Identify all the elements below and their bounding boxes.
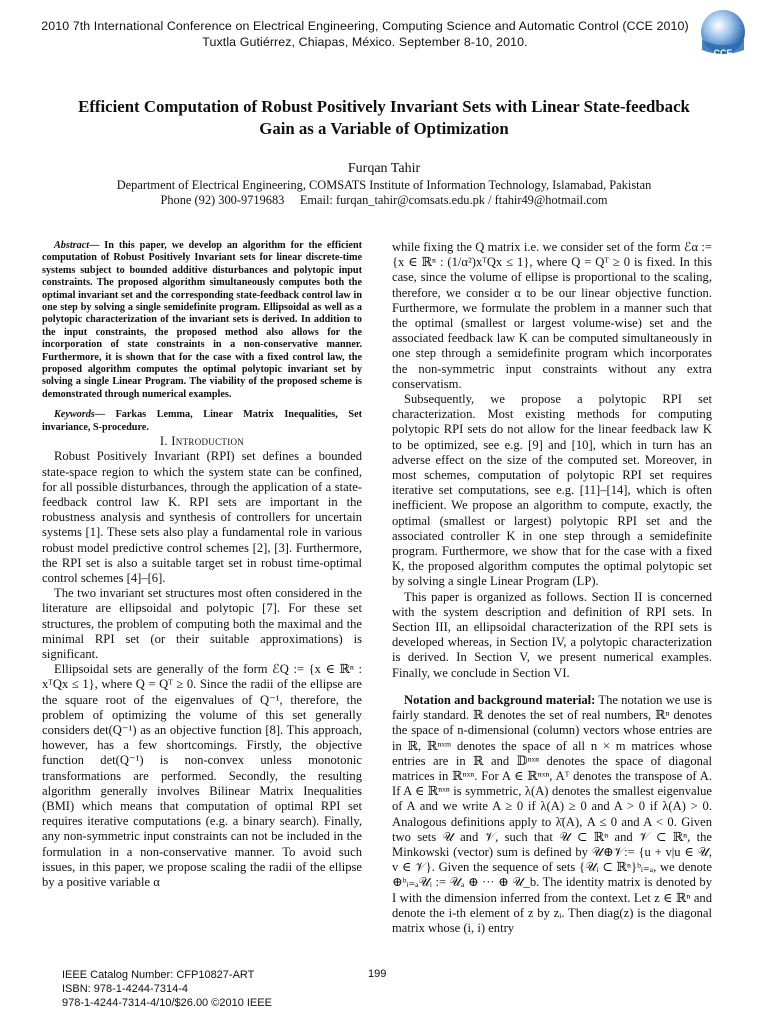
intro-paragraph-3: Ellipsoidal sets are generally of the form ℰQ := {x ∈ ℝⁿ : xᵀQx ≤ 1}, where Q = Qᵀ ≥ 0. Since the radii of the ellipse are the square root of the eigenvalues of Q⁻¹, therefore, the problem of optimizing the volume of this set generally considers det(Q⁻¹) as an objective function [8]. This approach, however, has a few shortcomings. Firstly, the objective function det(Q⁻¹) is non-convex unless monotonic transformations are performed. Secondly, the resulting algorithm generally involves Bilinear Matrix Inequalities (BMI) which means that computation of optimal RPI set requires iterative computations (e.g. a binary search). Finally, any non-symmetric input constraints can not be included in the formulation in a non-conservative manner. To avoid such issues, in this paper, we propose scaling the radii of the ellipse by a positive variable α [42,662,362,889]
keywords-label: Keywords [54,409,95,421]
abstract-label: Abstract [54,240,90,251]
page-number: 199 [368,968,387,980]
contact-line: Phone (92) 300-9719683 Email: furqan_tahir@comsats.edu.pk / ftahir49@hotmail.com [160,193,608,207]
notation-text: The notation we use is fairly standard. ℝ denotes the set of real numbers, ℝⁿ denotes the space of n-dimensional (column) vectors whose entries are in ℝ, ℝⁿˣᵐ denotes the space of all n × m matrices whose entries are in ℝ and 𝔻ⁿˣⁿ denotes the space of diagonal matrices in ℝⁿˣⁿ. For A ∈ ℝⁿˣⁿ, Aᵀ denotes the transpose of A. If A ∈ ℝⁿˣⁿ is symmetric, λ(A) denotes the smallest eigenvalue of A and we write A ≥ 0 if λ(A) ≥ 0 and A > 0 if λ(A) > 0. Analogous definitions apply to λ̄(A), A ≤ 0 and A < 0. Given two sets 𝒰 and 𝒱, such that 𝒰 ⊂ ℝⁿ and 𝒱 ⊂ ℝⁿ, the Minkowski (vector) sum is defined by 𝒰⊕𝒱:= {u + v|u ∈ 𝒰, v ∈ 𝒱}. Given the sequence of sets {𝒰ᵢ ⊂ ℝⁿ}ᵇᵢ₌ₐ, we denote ⊕ᵇᵢ₌ₐ𝒰ᵢ := 𝒰ₐ ⊕ ··· ⊕ 𝒰_b. The identity matrix is denoted by I with the dimension inferred from the context. Let z ∈ ℝⁿ and denote the i-th element of z by zᵢ. Then diag(z) is the diagonal matrix whose (i, i) entry [392,692,712,935]
right-paragraph-3: This paper is organized as follows. Section II is concerned with the system description and definition of RPI sets. In Section III, an ellipsoidal characterization of the RPI sets is developed whereas, in Section IV, a polytopic characterization is derived. In Section V, we present numerical examples. Finally, we conclude in Section VI. [392,589,712,680]
header-line-2: Tuxtla Gutiérrez, Chiapas, México. September 8-10, 2010. [202,35,528,49]
cce-logo [692,6,754,64]
footer-catalog: IEEE Catalog Number: CFP10827-ART [62,969,255,981]
section-heading-introduction: I. Introduction [159,434,245,449]
conference-header [40,18,690,50]
logo-text: CCE [713,48,733,58]
abstract-text: In this paper, we develop an algorithm for the efficient computation of Robust Positively Invariant sets for linear discrete-time systems subject to bounded additive disturbances and polytopic input constraints. The proposed algorithm simultaneously computes both the optimal invariant set and the corresponding state-feedback control law in one step by solving a single semidefinite program. Ellipsoidal as well as a polytopic characterization of the invariant sets is derived. In addition to the input constraints, the proposed method also allows for the incorporation of state constraints in a non-conservative manner. Furthermore, it is shown that for the case with a fixed control law, the proposed algorithm computes the optimal polytopic invariant set by solving a single Linear Program. The viability of the proposed scheme is demonstrated through numerical examples. [42,240,363,400]
notation-paragraph [392,693,712,936]
keywords-text: Farkas Lemma, Linear Matrix Inequalities, Set invariance, S-procedure. [42,409,363,433]
globe-icon [692,6,754,64]
intro-paragraph-2: The two invariant set structures most often considered in the literature are ellipsoidal and polytopic [7]. For these set structures, the problem of computing both the maximal and the minimal RPI set (or their suitable approximations) is significant. [42,586,362,661]
keywords: Keywords— Farkas Lemma, Linear Matrix Inequalities, Set invariance, S-procedure. [42,409,363,433]
footer-isbn: ISBN: 978-1-4244-7314-4 [62,983,188,995]
paper-author: Furqan Tahir [347,161,421,176]
right-paragraph-2: Subsequently, we propose a polytopic RPI set characterization. Most existing methods for computing polytopic RPI sets do not allow for the linear feedback law K to be optimized, see e.g. [9] and [10], which in turn has an adverse effect on the size of the computed set. Moreover, in most schemes, computation of polytopic RPI set requires iterative set computations, see e.g. [11]–[14], which is often inefficient. We propose an algorithm to compute, exactly, the optimal (smallest or largest) polytopic RPI set and the associated controller K in one step through a semidefinite program. Furthermore, we show that for the case with a fixed K, the proposed algorithm computes the optimal polytopic set by solving a single Linear Program (LP). [392,392,712,589]
author-affiliation [60,178,708,208]
abstract: Abstract— In this paper, we develop an algorithm for the efficient computation of Robust Positively Invariant sets for linear discrete-time systems subject to bounded additive disturbances and polytopic input constraints. The proposed algorithm simultaneously computes both the optimal invariant set and the corresponding state-feedback control law in one step by solving a single semidefinite program. Ellipsoidal as well as a polytopic characterization of the invariant sets is derived. In addition to the input constraints, the proposed method also allows for the incorporation of state constraints in a non-conservative manner. Furthermore, it is shown that for the case with a fixed control law, the proposed algorithm computes the optimal polytopic invariant set by solving a single Linear Program. The viability of the proposed scheme is demonstrated through numerical examples. [42,240,363,400]
affiliation-line: Department of Electrical Engineering, COMSATS Institute of Information Technology, Islamabad, Pakistan [116,178,652,192]
left-column [42,240,362,890]
paper-title: Efficient Computation of Robust Positively Invariant Sets with Linear State-feedback Gain as a Variable of Optimization [78,97,690,138]
notation-label: Notation and background material: [404,692,596,707]
header-line-1: 2010 7th International Conference on Electrical Engineering, Computing Science and Automatic Control (CCE 2010) [41,19,689,33]
footer-copyright: 978-1-4244-7314-4/10/$26.00 ©2010 IEEE [62,997,272,1009]
right-column [392,240,712,936]
right-paragraph-1: while fixing the Q matrix i.e. we consider set of the form ℰα := {x ∈ ℝⁿ : (1/α²)xᵀQx ≤ 1}, where Q = Qᵀ ≥ 0 is fixed. In this case, since the volume of ellipse is proportional to the scaling, therefore, we consider α to be our linear objective function. Furthermore, we formulate the problem in a manner such that the optimal (smallest or largest volume-wise) set and the associated feedback law K can be computed simultaneously in one step through a semidefinite program which incorporates the non-symmetric input constraints without any extra conservatism. [392,240,712,391]
footer [62,968,272,1010]
intro-paragraph-1: Robust Positively Invariant (RPI) set defines a bounded state-space region to which the system state can be confined, for all possible disturbances, through the application of a state-feedback control law K. RPI sets are important in the robustness analysis and synthesis of controllers for uncertain systems [1]. These sets also play a fundamental role in various robust model predictive control schemes [2], [3]. Furthermore, the RPI set is also a suitable target set in robust time-optimal control schemes [4]–[6]. [42,449,362,585]
